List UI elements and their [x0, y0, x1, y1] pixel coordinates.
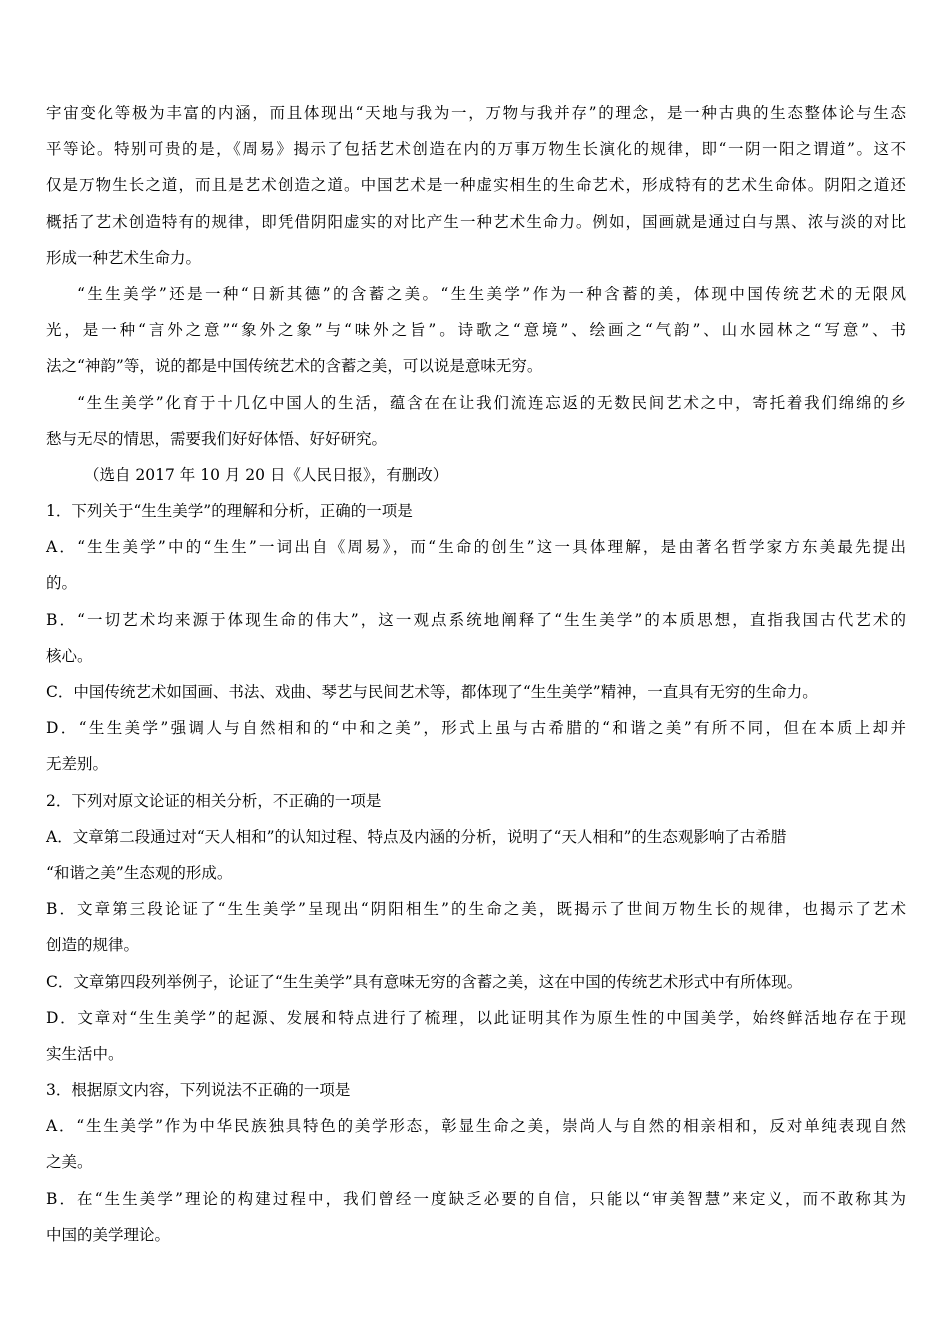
question-option: D．文章对“生生美学”的起源、发展和特点进行了梳理，以此证明其作为原生性的中国美学，始终鲜活地存在于现 [46, 1008, 906, 1027]
question-option: D．“生生美学”强调人与自然相和的“中和之美”，形式上虽与古希腊的“和谐之美”有所不同，但在本质上却并 [46, 719, 906, 738]
question-option: 中国的美学理论。 [46, 1225, 171, 1244]
passage-source: （选自 2017 年 10 月 20 日《人民日报》，有删改） [84, 465, 449, 484]
question-stem: 3．根据原文内容，下列说法不正确的一项是 [46, 1081, 351, 1100]
exam-page [46, 95, 906, 1253]
question-option: 核心。 [46, 646, 93, 665]
passage-line: 光，是一种“言外之意”“象外之象”与“味外之旨”。诗歌之“意境”、绘画之“气韵”、山水园林之“写意”、书 [46, 321, 906, 340]
question-option: C．中国传统艺术如国画、书法、戏曲、琴艺与民间艺术等，都体现了“生生美学”精神，一直具有无穷的生命力。 [46, 683, 818, 701]
question-option: A．“生生美学”作为中华民族独具特色的美学形态，彰显生命之美，崇尚人与自然的相亲相和，反对单纯表现自然 [46, 1117, 906, 1136]
question-option: “和谐之美”生态观的形成。 [46, 863, 233, 882]
question-option: 实生活中。 [46, 1044, 124, 1063]
question-option: B．“一切艺术均来源于体现生命的伟大”，这一观点系统地阐释了“生生美学”的本质思想，直指我国古代艺术的 [46, 610, 906, 629]
passage-line: 宇宙变化等极为丰富的内涵，而且体现出“天地与我为一，万物与我并存”的理念，是一种古典的生态整体论与生态 [46, 104, 906, 122]
question-option: A．文章第二段通过对“天人相和”的认知过程、特点及内涵的分析，说明了“天人相和”的生态观影响了古希腊 [46, 827, 787, 846]
question-option: B．在“生生美学”理论的构建过程中，我们曾经一度缺乏必要的自信，只能以“审美智慧”来定义，而不敢称其为 [46, 1189, 906, 1208]
question-option: B．文章第三段论证了“生生美学”呈现出“阴阳相生”的生命之美，既揭示了世间万物生长的规律，也揭示了艺术 [46, 900, 906, 919]
question-option: C．文章第四段列举例子，论证了“生生美学”具有意味无穷的含蓄之美，这在中国的传统艺术形式中有所体现。 [46, 972, 803, 991]
question-stem: 2．下列对原文论证的相关分析，不正确的一项是 [46, 791, 382, 810]
question-option: 无差别。 [46, 755, 109, 774]
passage-line: 法之“神韵”等，说的都是中国传统艺术的含蓄之美，可以说是意味无穷。 [46, 357, 543, 376]
question-option: 之美。 [46, 1153, 93, 1172]
passage-line: “生生美学”化育于十几亿中国人的生活，蕴含在在让我们流连忘返的无数民间艺术之中，寄托着我们绵绵的乡 [77, 393, 906, 412]
passage-line: “生生美学”还是一种“日新其德”的含蓄之美。“生生美学”作为一种含蓄的美，体现中国传统艺术的无限风 [77, 284, 906, 303]
passage-line: 仅是万物生长之道，而且是艺术创造之道。中国艺术是一种虚实相生的生命艺术，形成特有的艺术生命体。阴阳之道还 [46, 176, 906, 195]
question-option: 的。 [46, 574, 78, 593]
passage-line: 形成一种艺术生命力。 [46, 248, 202, 267]
question-option: A．“生生美学”中的“生生”一词出自《周易》，而“生命的创生”这一具体理解，是由著名哲学家方东美最先提出 [46, 538, 906, 557]
question-stem: 1．下列关于“生生美学”的理解和分析，正确的一项是 [46, 502, 413, 521]
passage-line: 平等论。特别可贵的是，《周易》揭示了包括艺术创造在内的万事万物生长演化的规律，即“一阴一阳之谓道”。这不 [46, 140, 906, 159]
question-option: 创造的规律。 [46, 936, 140, 955]
passage-line: 愁与无尽的情思，需要我们好好体悟、好好研究。 [46, 429, 388, 448]
passage-line: 概括了艺术创造特有的规律，即凭借阴阳虚实的对比产生一种艺术生命力。例如，国画就是通过白与黑、浓与淡的对比 [46, 212, 906, 231]
